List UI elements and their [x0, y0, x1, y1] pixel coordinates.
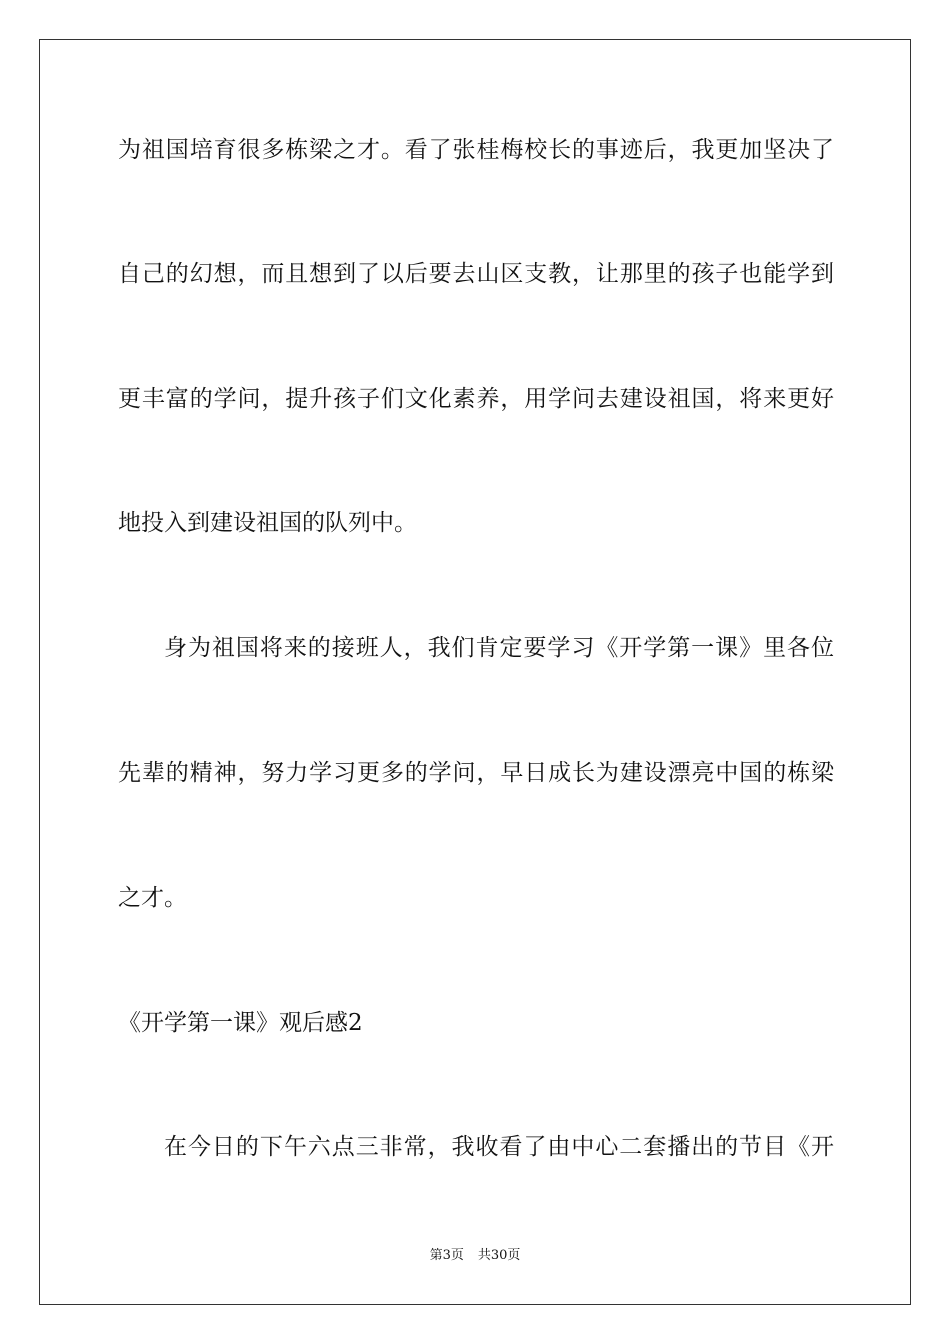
- page-total: 共30页: [477, 1248, 521, 1263]
- body-line-4: 地投入到建设祖国的队列中。: [118, 510, 417, 536]
- page-number: 第3页: [429, 1248, 464, 1263]
- body-line-1: 为祖国培育很多栋梁之才。看了张桂梅校长的事迹后，我更加坚决了: [118, 137, 834, 163]
- body-line-5: 身为祖国将来的接班人，我们肯定要学习《开学第一课》里各位: [164, 635, 834, 661]
- body-line-6: 先辈的精神，努力学习更多的学问，早日成长为建设漂亮中国的栋梁: [118, 760, 834, 786]
- body-line-8: 在今日的下午六点三非常，我收看了由中心二套播出的节目《开: [164, 1134, 834, 1160]
- section-heading: 《开学第一课》观后感2: [118, 1010, 363, 1036]
- page-border: [39, 39, 911, 1305]
- body-line-3: 更丰富的学问，提升孩子们文化素养，用学问去建设祖国，将来更好: [118, 386, 834, 412]
- body-line-2: 自己的幻想，而且想到了以后要去山区支教，让那里的孩子也能学到: [118, 261, 834, 287]
- body-line-7: 之才。: [118, 885, 187, 911]
- page-footer: [0, 1247, 950, 1265]
